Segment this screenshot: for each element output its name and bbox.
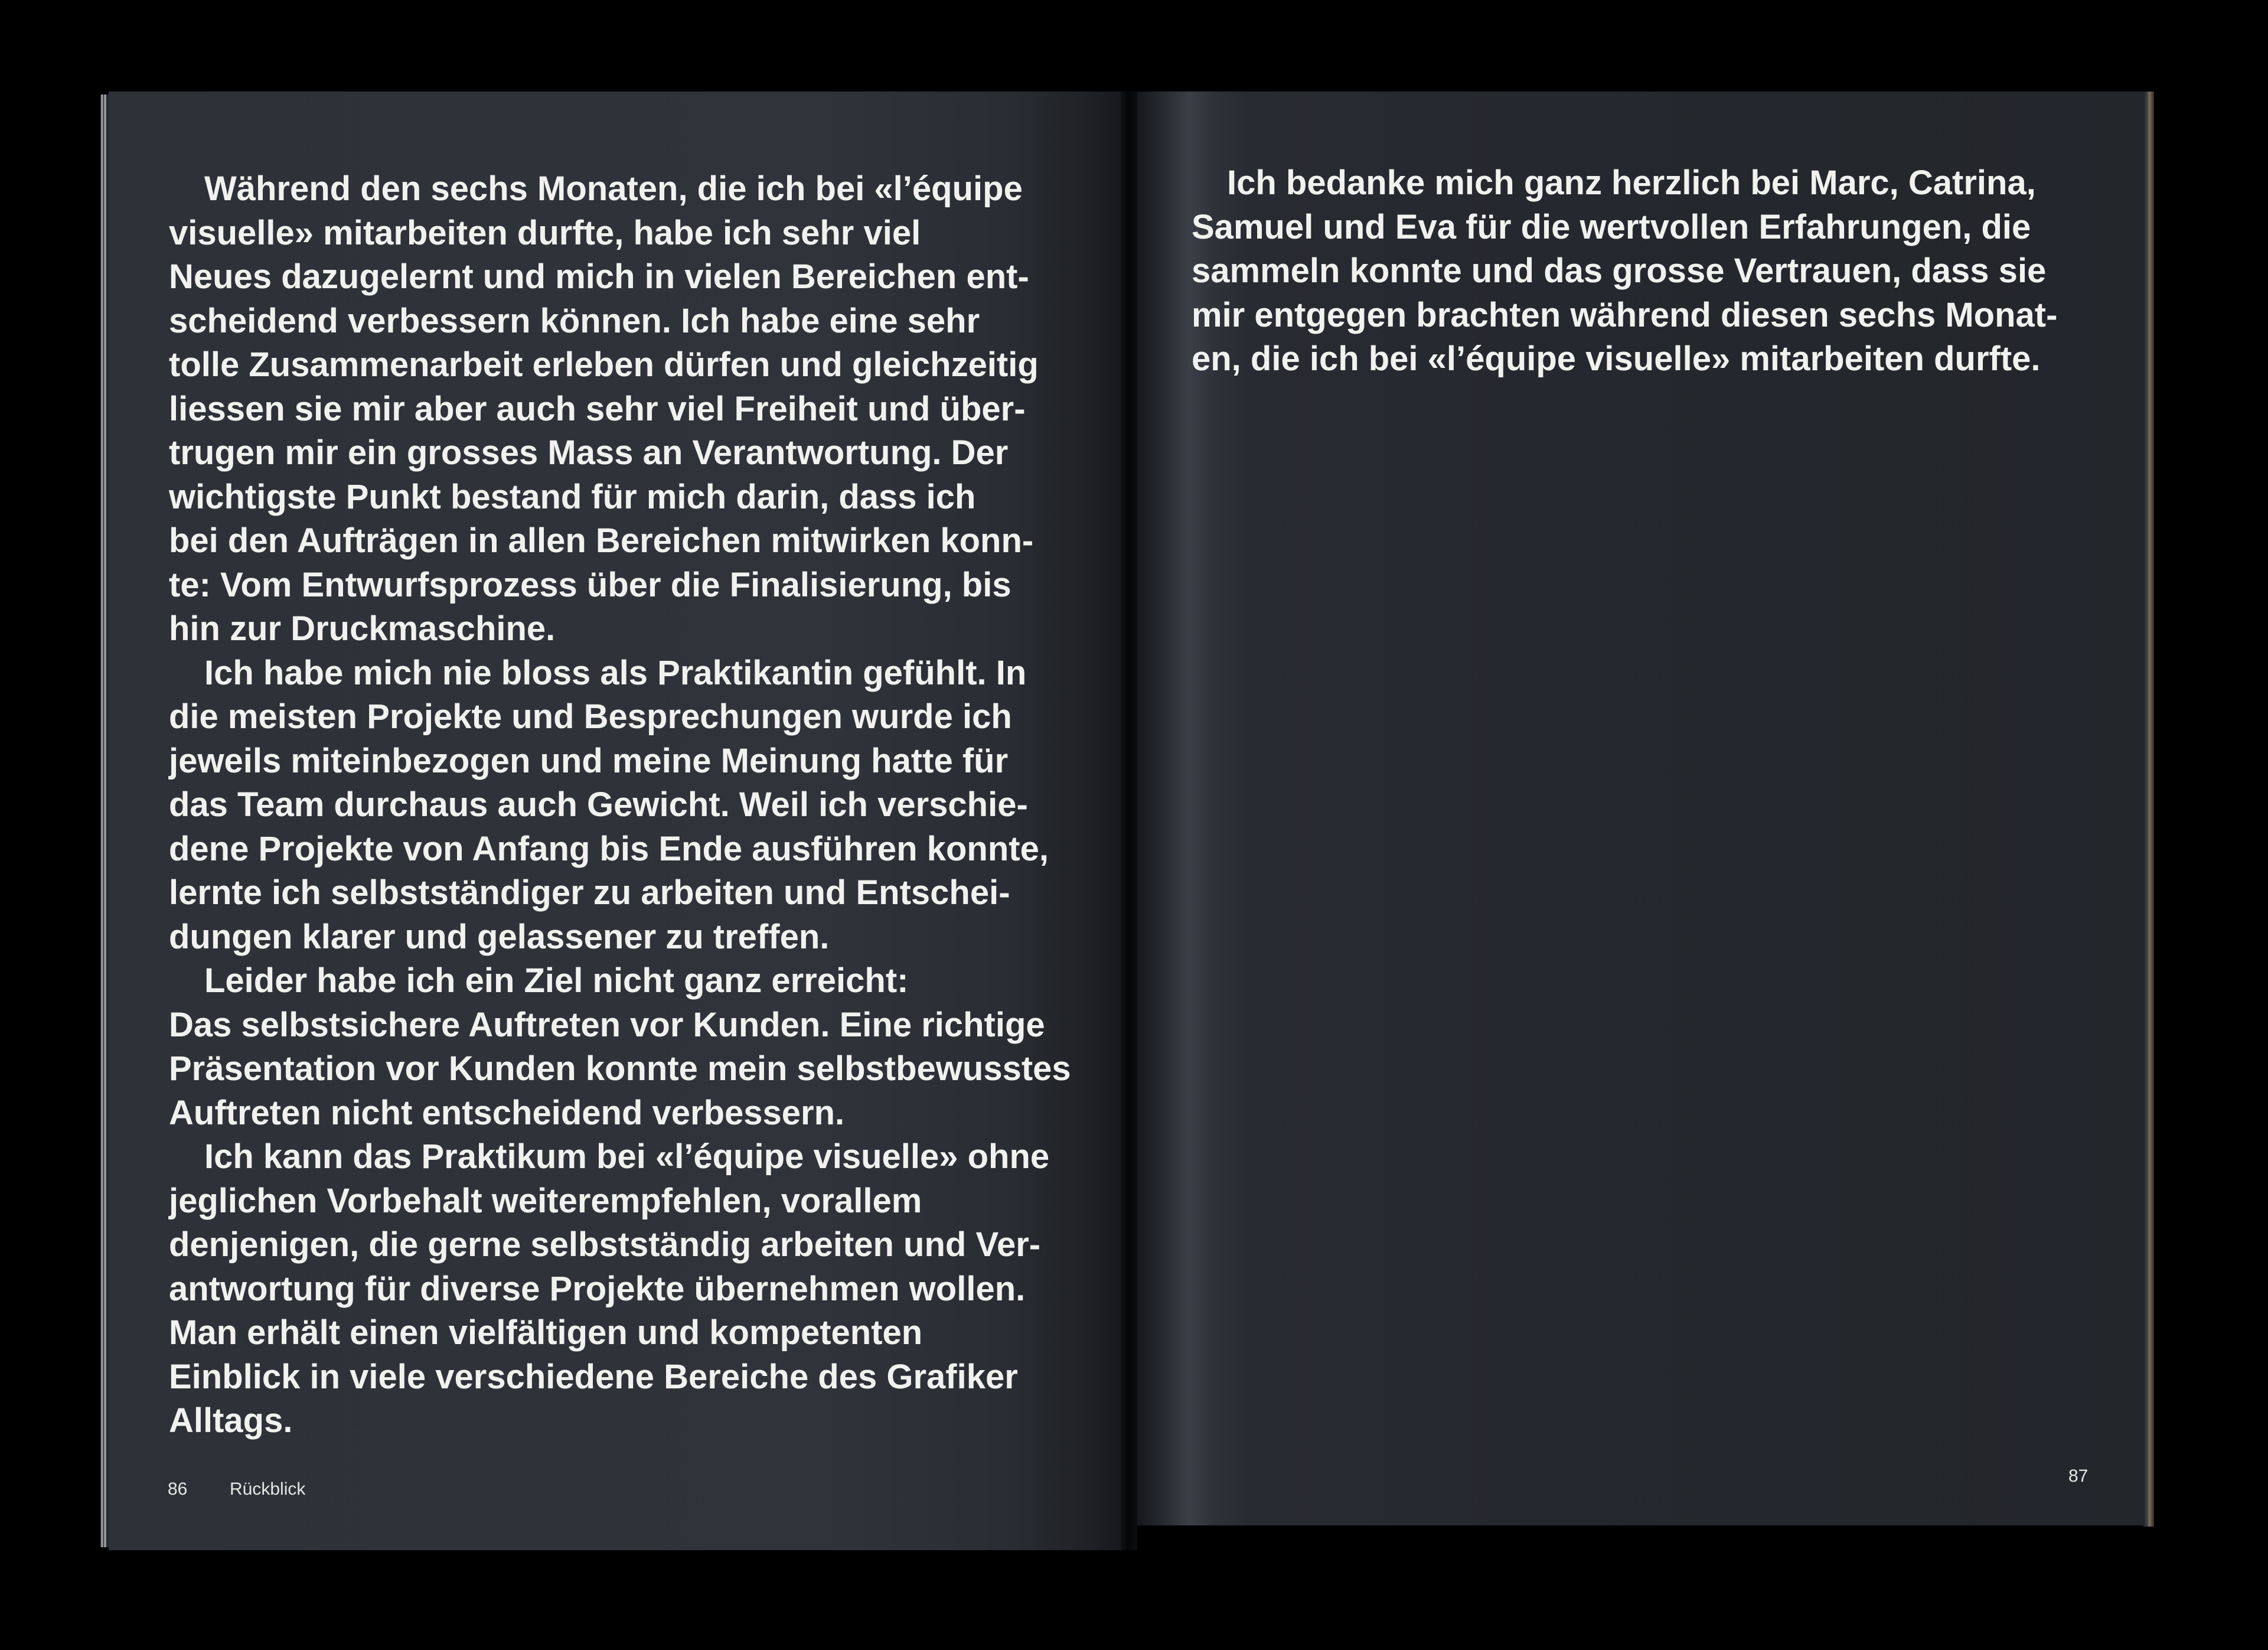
body-line: te: Vom Entwurfsprozess über die Finalisierung, bis <box>169 565 1011 604</box>
body-line: jeweils miteinbezogen und meine Meinung hatte für <box>169 741 1009 780</box>
page-number-right: 87 <box>2068 1466 2088 1486</box>
left-page <box>109 92 1129 1550</box>
body-line: Das selbstsichere Auftreten vor Kunden. Eine richtige <box>169 1005 1045 1044</box>
right-page-body <box>1192 161 2057 381</box>
body-line: das Team durchaus auch Gewicht. Weil ich verschie- <box>169 785 1028 824</box>
body-line: Samuel und Eva für die wertvollen Erfahrungen, die <box>1192 207 2031 246</box>
body-line: sammeln konnte und das grosse Vertrauen, dass sie <box>1192 252 2047 290</box>
body-line: trugen mir ein grosses Mass an Verantwortung. Der <box>169 433 1009 472</box>
body-line: Leider habe ich ein Ziel nicht ganz erreicht: <box>204 961 909 1000</box>
body-line: Neues dazugelernt und mich in vielen Bereichen ent- <box>169 257 1029 296</box>
body-line: Präsentation vor Kunden konnte mein selbstbewusstes <box>169 1049 1071 1088</box>
body-line: Man erhält einen vielfältigen und kompetenten <box>169 1313 923 1352</box>
right-page <box>1128 92 2145 1525</box>
body-line: antwortung für diverse Projekte übernehmen wollen. <box>169 1269 1026 1308</box>
body-line: dungen klarer und gelassener zu treffen. <box>169 917 830 956</box>
body-line: bei den Aufträgen in allen Bereichen mitwirken konn- <box>169 521 1034 560</box>
spine-gutter <box>1121 92 1137 1550</box>
body-line: lernte ich selbstständiger zu arbeiten und Entschei- <box>169 873 1010 912</box>
body-line: wichtigste Punkt bestand für mich darin, dass ich <box>169 477 976 516</box>
body-line: die meisten Projekte und Besprechungen wurde ich <box>169 697 1012 736</box>
body-line: Auftreten nicht entscheidend verbessern. <box>169 1093 845 1132</box>
body-line: Ich kann das Praktikum bei «l’équipe visuelle» ohne <box>204 1137 1050 1176</box>
body-line: tolle Zusammenarbeit erleben dürfen und gleichzeitig <box>169 345 1039 384</box>
body-line: en, die ich bei «l’équipe visuelle» mitarbeiten durfte. <box>1192 340 2041 378</box>
body-line: Ich bedanke mich ganz herzlich bei Marc, Catrina, <box>1227 164 2036 202</box>
section-label: Rückblick <box>230 1479 306 1499</box>
body-line: jeglichen Vorbehalt weiterempfehlen, vorallem <box>169 1181 922 1220</box>
body-line: Einblick in viele verschiedene Bereiche des Grafiker <box>169 1357 1018 1396</box>
body-line: visuelle» mitarbeiten durfte, habe ich sehr viel <box>169 213 921 252</box>
body-line: liessen sie mir aber auch sehr viel Freiheit und über- <box>169 389 1026 428</box>
body-line: Während den sechs Monaten, die ich bei «l’équipe <box>204 169 1023 208</box>
page-number-left: 86 <box>168 1479 188 1499</box>
right-page-stack-edge <box>2143 92 2154 1527</box>
body-line: Alltags. <box>169 1401 293 1440</box>
body-line: dene Projekte von Anfang bis Ende ausführen konnte, <box>169 829 1049 868</box>
left-page-body <box>169 167 1071 1443</box>
body-line: scheidend verbessern können. Ich habe eine sehr <box>169 301 980 340</box>
body-line: denjenigen, die gerne selbstständig arbeiten und Ver- <box>169 1225 1041 1264</box>
body-line: Ich habe mich nie bloss als Praktikantin gefühlt. In <box>204 653 1027 692</box>
body-line: mir entgegen brachten während diesen sechs Monat- <box>1192 295 2058 334</box>
body-line: hin zur Druckmaschine. <box>169 609 556 648</box>
